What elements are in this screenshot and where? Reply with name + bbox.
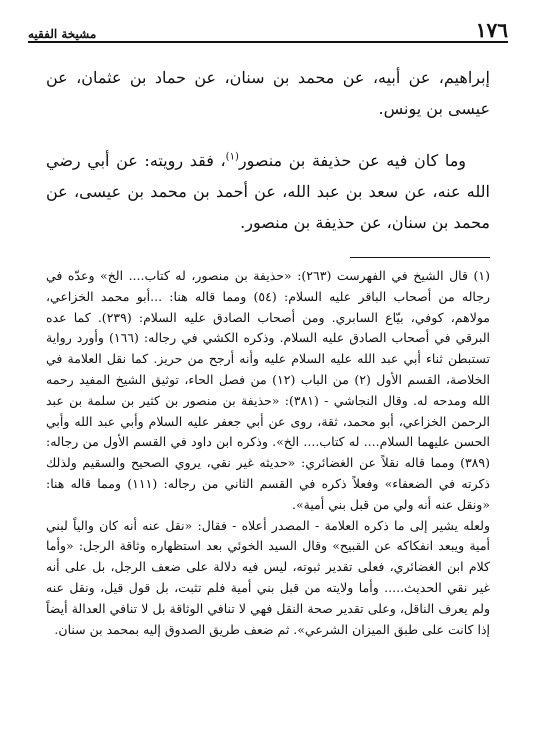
footnote-1-part-2: ولعله يشير إلى ما ذكره العلامة - المصدر أعلاه - فقال: «نقل عنه أنه كان والياً لبني أمية ويبعد انفكاكه عن القبيح» وقال السيد الخوئي بعد استظهاره وثاقة الرجل: «وأما كلام ابن الغضائري، فعلى تقدير ثبوته، ليس فيه دلالة على ضعف الرجل، بل على أنه غير نقي الحديث..... وأما ولايته من قبل بني أمية فلم تثبت، بل قول قيل، ونقل عنه ولم يعرف الناقل، وعلى تقدير صحة النقل فهي لا تنافي الوثاقة بل لا تنافي العدالة أيضاً إذا كانت على طبق الميزان الشرعي». ثم ضعف طريق الصدوق إليه بمحمد بن سنان. — [46, 517, 490, 637]
footnote-separator — [350, 257, 490, 258]
main-paragraph-2 — [46, 145, 490, 238]
header-rule — [28, 41, 508, 43]
main-text — [46, 62, 490, 238]
running-title: مشيخة الفقيه — [28, 27, 97, 41]
footnote-reference[interactable]: (١) — [225, 151, 239, 163]
footnote-1-part-1: (١) قال الشيخ في الفهرست (٢٦٣): «حذيفة بن منصور، له كتاب.... الخ» وعدّه في رجاله من أصحاب الباقر عليه السلام: (٥٤) ومما قاله هنا: ...أبو محمد الخزاعي، مولاهم، كوفي، بيّاع السابري. ومن أصحاب الصادق عليه السلام: (٢٣٩). كما عده البرقي في أصحاب الصادق عليه السلام. وذكره الكشي في رجاله: (١٦٦) وأورد رواية تستبطن ثناء أبي عبد الله عليه السلام عليه وأنه أرجح من حريز. كما نقل العلامة في الخلاصة، القسم الأول (٢) من الباب (١٢) من فصل الحاء، توثيق الشيخ المفيد رحمه الله ومدحه له. وقال النجاشي - (٣٨١): «حذيفة بن منصور بن كثير بن سلمة بن عبد الرحمن الخزاعي، أبو محمد، ثقة، روى عن أبي جعفر عليه السلام وأبي عبد الله وأبي الحسن عليهما السلام.... له كتاب.... الخ». وذكره ابن داود في القسم الأول من رجاله: (٣٨٩) ومما قاله نقلاً عن الغضائري: «حديثه غير نقي، يروي الصحيح والسقيم ولذلك ذكرته في الضعفاء» وفعلاً ذكره في القسم الثاني من رجاله: (١١١) ومما قاله هنا: «ونقل عنه أنه ولي من قبل بني أمية». — [46, 268, 491, 512]
main-paragraph-2-start: وما كان فيه عن حذيفة بن منصور — [238, 151, 466, 170]
main-paragraph-2-end: ، فقد رويته: عن أبي رضي الله عنه، عن سعد بن عبد الله، عن أحمد بن محمد بن عيسى، عن محمد بن سنان، عن حذيفة بن منصور. — [46, 151, 490, 232]
main-paragraph-1: إبراهيم، عن أبيه، عن محمد بن سنان، عن حماد بن عثمان، عن عيسى بن يونس. — [46, 68, 490, 118]
page-header — [28, 10, 508, 40]
page-number: ١٧٦ — [475, 18, 508, 42]
footnotes — [46, 266, 490, 640]
